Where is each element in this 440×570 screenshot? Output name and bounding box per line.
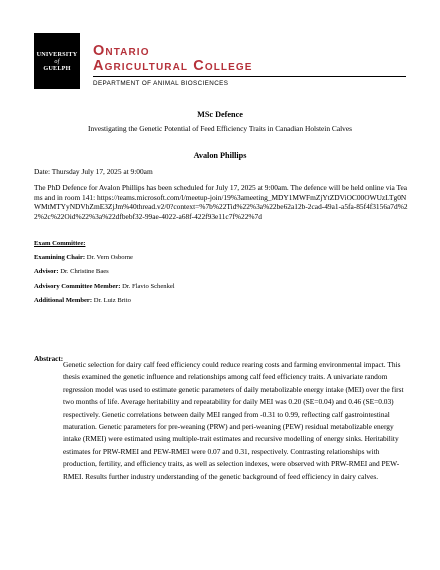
member-role: Examining Chair: bbox=[34, 254, 86, 261]
department-name: DEPARTMENT OF ANIMAL BIOSCIENCES bbox=[93, 80, 229, 87]
header-divider bbox=[93, 76, 406, 77]
exam-committee-heading: Exam Committee: bbox=[34, 240, 86, 247]
announcement-text: The PhD Defence for Avalon Phillips has been scheduled for July 17, 2025 at 9:00am. The defence will be held online via Teams and in room 141: https://teams.microsoft.com/l/meetup-join/19%3ameeting_MDY1MWFmZjYtZDViOC00OWUzLTg0NWMtMTYyNDVhZmE3ZjJm%40thread.v2/0?context=%7b%22Tid%22%3a%22be62a12b-2cad-49a1-a5fa-85f4f3156a7d%22%2c%22Oid%22%3a%22dfbebf32-99ae-4022-a68f-422f93e11c7f%22%7d bbox=[34, 183, 408, 222]
candidate-name: Avalon Phillips bbox=[193, 151, 247, 160]
member-role: Advisory Committee Member: bbox=[34, 283, 121, 290]
member-name: Dr. Luiz Brito bbox=[93, 297, 131, 304]
college-name bbox=[93, 44, 393, 74]
abstract-body: Genetic selection for dairy calf feed efficiency could reduce rearing costs and farming environmental impact. This thesis examined the genetic influence and relationships among calf feed efficiency traits. A univariate random regression model was used to estimate genetic parameters of daily metabolizable energy intake (MEI) over the first two months of life. Average heritability and repeatability for daily MEI was 0.20 (SE=0.04) and 0.46 (SE=0.03) respectively. Genetic correlations between daily MEI ranged from -0.31 to 0.99, reflecting calf gastrointestinal maturation. Genetic parameters for pre-weaning (PRW) and peri-weaning (PEW) residual metabolizable energy intake (RMEI) were estimated using multiple-trait estimates and recursive modelling of energy sinks. Heritability estimates for PRW-RMEI and PEW-RMEI were 0.07 and 0.31, respectively. Contrasting relationships with production, fertility, and efficiency traits, as well as selection indexes, were observed with PRW-RMEI and PEW-RMEI. Results further industry understanding of the genetic background of feed efficiency in dairy calves. bbox=[63, 360, 404, 481]
defence-date: Date: Thursday July 17, 2025 at 9:00am bbox=[34, 167, 153, 176]
committee-member bbox=[34, 254, 133, 261]
college-name-line1: Ontario bbox=[93, 43, 150, 59]
committee-member bbox=[34, 297, 131, 304]
logo-line-3: GUELPH bbox=[43, 64, 71, 72]
abstract-heading: Abstract: bbox=[34, 355, 64, 363]
thesis-title: Investigating the Genetic Potential of Feed Efficiency Traits in Canadian Holstein Calves bbox=[87, 124, 353, 133]
member-name: Dr. Vern Osborne bbox=[86, 254, 133, 261]
committee-member bbox=[34, 268, 109, 275]
college-name-line2: Agricultural College bbox=[93, 58, 253, 74]
committee-member bbox=[34, 283, 175, 290]
letterhead bbox=[34, 33, 406, 95]
logo-line-2: of bbox=[54, 57, 60, 65]
university-logo bbox=[34, 33, 80, 89]
logo-line-1: UNIVERSITY bbox=[36, 50, 78, 58]
member-name: Dr. Christine Baes bbox=[60, 268, 109, 275]
member-role: Advisor: bbox=[34, 268, 59, 275]
member-role: Additional Member: bbox=[34, 297, 93, 304]
document-title: MSc Defence bbox=[197, 110, 243, 119]
member-name: Dr. Flavio Schenkel bbox=[122, 283, 175, 290]
